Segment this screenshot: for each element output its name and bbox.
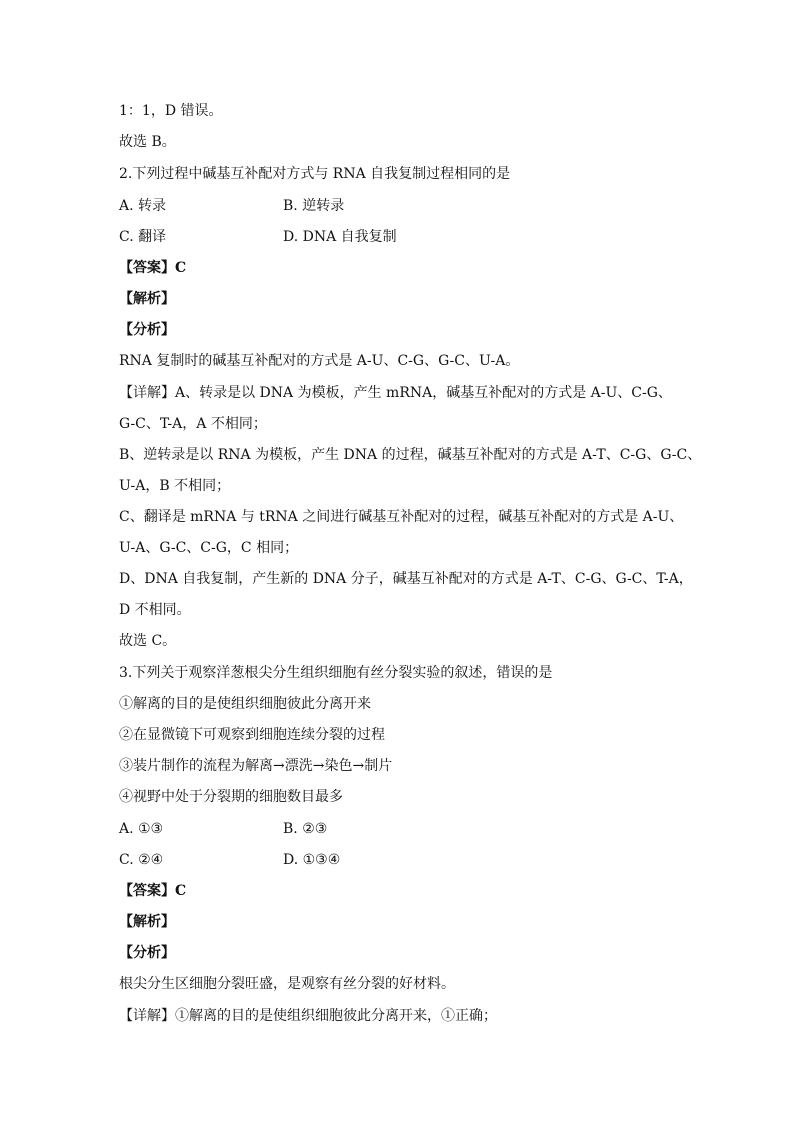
q2-detail-c: C、翻译是 mRNA 与 tRNA 之间进行碱基互补配对的过程，碱基互补配对的方式是 A-U、 [119, 509, 684, 525]
q3-statement-3: ③装片制作的流程为解离→漂洗→染色→制片 [119, 758, 393, 774]
q3-answer: 【答案】C [119, 883, 187, 899]
q2-detail-b: B、逆转录是以 RNA 为模板，产生 DNA 的过程，碱基互补配对的方式是 A-T、C-G、G-C、 [119, 447, 702, 463]
q3-option-d: D. ①③④ [283, 852, 341, 868]
q3-statement-2: ②在显微镜下可观察到细胞连续分裂的过程 [119, 727, 385, 743]
text-line: 1：1，D 错误。 [119, 103, 223, 119]
q2-answer: 【答案】C [119, 260, 187, 276]
q3-option-b: B. ②③ [283, 821, 328, 837]
q3-statement-4: ④视野中处于分裂期的细胞数目最多 [119, 789, 343, 805]
q2-option-c: C. 翻译 [119, 229, 167, 245]
q3-analysis: 根尖分生区细胞分裂旺盛，是观察有丝分裂的好材料。 [119, 976, 455, 992]
q3-option-c: C. ②④ [119, 852, 164, 868]
q2-detail-a-cont: G-C、T-A，A 不相同； [119, 416, 267, 432]
q2-option-a: A. 转录 [119, 198, 167, 214]
q2-detail-c-cont: U-A、G-C、C-G，C 相同； [119, 540, 299, 556]
q3-detail-1: 【详解】①解离的目的是使组织细胞彼此分离开来，①正确； [119, 1008, 497, 1024]
q2-detail-d: D、DNA 自我复制，产生新的 DNA 分子，碱基互补配对的方式是 A-T、C-G、G-C、T-A， [119, 571, 693, 587]
q3-jiexi-heading: 【解析】 [119, 914, 175, 930]
q2-jiexi-heading: 【解析】 [119, 291, 175, 307]
q3-fenxi-heading: 【分析】 [119, 945, 175, 961]
q2-detail-a: 【详解】A、转录是以 DNA 为模板，产生 mRNA，碱基互补配对的方式是 A-U、C-G、 [119, 385, 672, 401]
text-line: 故选 B。 [119, 134, 176, 150]
q2-analysis: RNA 复制时的碱基互补配对的方式是 A-U、C-G、G-C、U-A。 [119, 353, 520, 369]
q2-detail-d-cont: D 不相同。 [119, 602, 191, 618]
q2-detail-b-cont: U-A，B 不相同； [119, 478, 231, 494]
q3-statement-1: ①解离的目的是使组织细胞彼此分离开来 [119, 696, 371, 712]
q2-conclusion: 故选 C。 [119, 633, 177, 649]
q3-option-a: A. ①③ [119, 821, 164, 837]
q2-option-d: D. DNA 自我复制 [283, 229, 397, 245]
q2-fenxi-heading: 【分析】 [119, 322, 175, 338]
question-2-stem: 2.下列过程中碱基互补配对方式与 RNA 自我复制过程相同的是 [119, 166, 511, 182]
q2-option-b: B. 逆转录 [283, 198, 345, 214]
question-3-stem: 3.下列关于观察洋葱根尖分生组织细胞有丝分裂实验的叙述，错误的是 [119, 665, 553, 681]
